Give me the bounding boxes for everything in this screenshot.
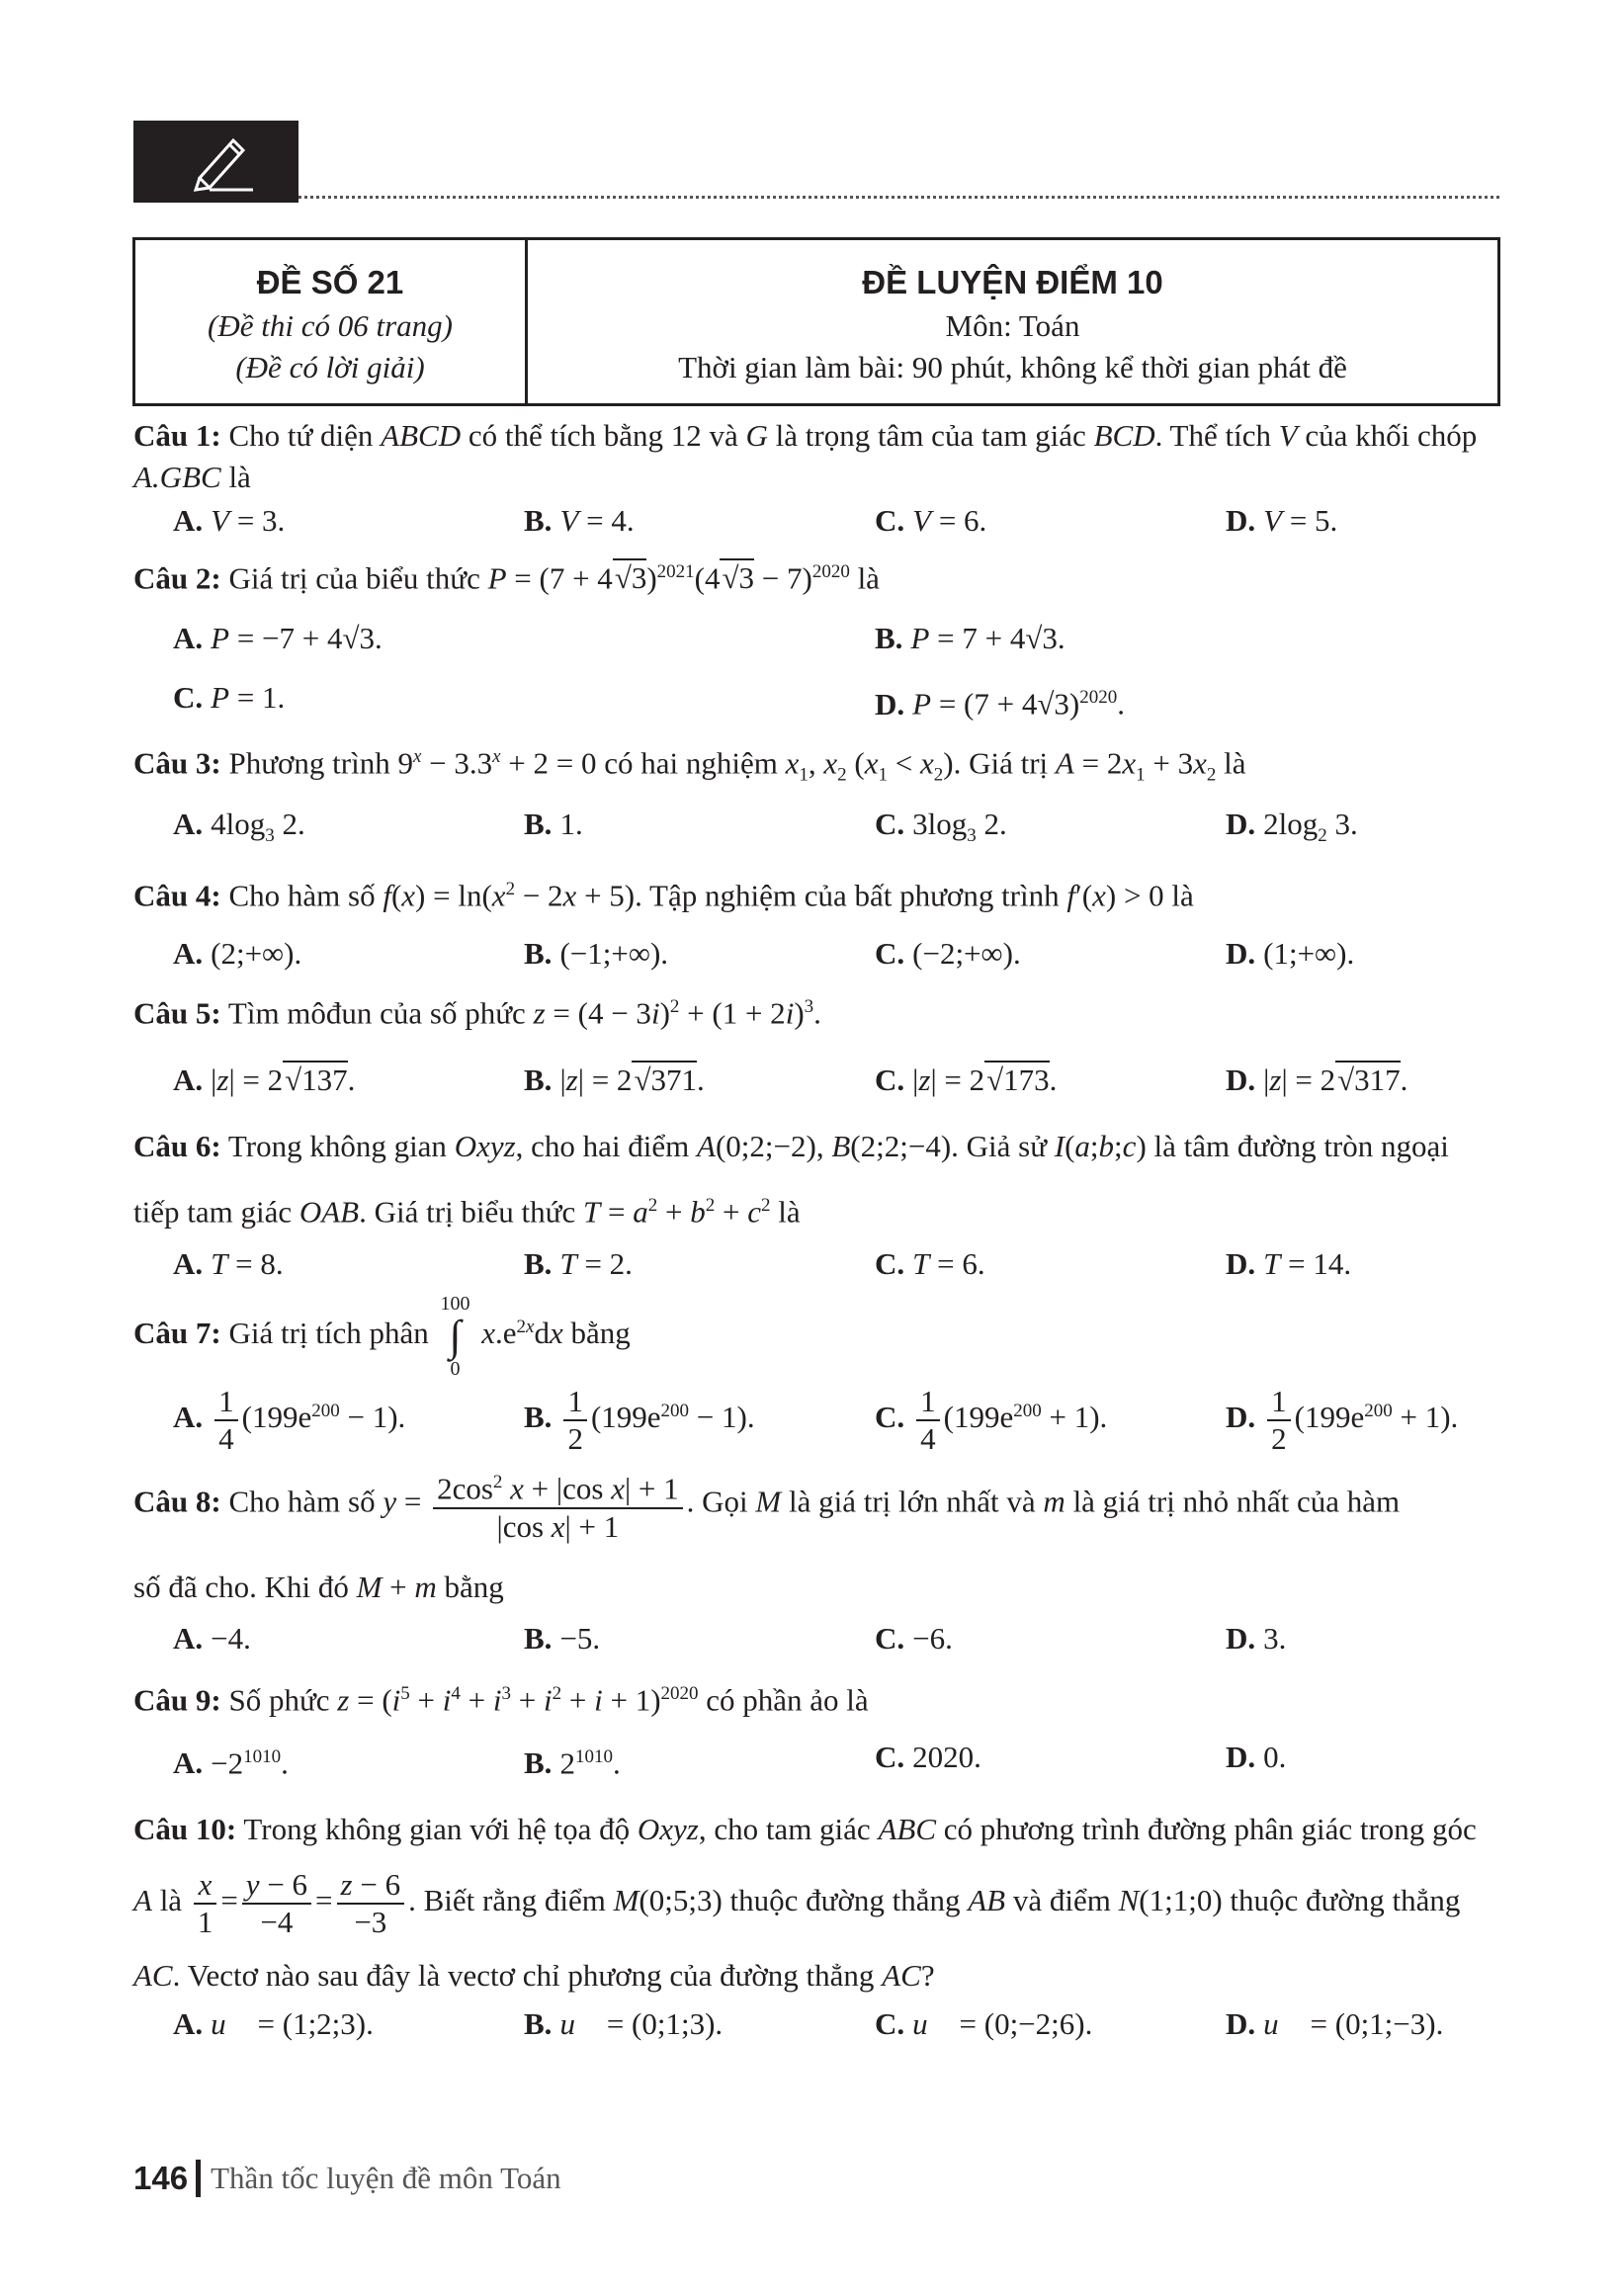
option-b[interactable]: B. $\frac{1}{2}$ $(199e^{200} - 1)$. (524, 1384, 755, 1457)
option-d[interactable]: D. V = 5. (1226, 503, 1338, 538)
footer-divider (196, 2160, 201, 2197)
options (133, 1384, 1497, 1457)
exam-header (132, 237, 1500, 406)
exam-id-cell (135, 240, 528, 403)
option-b[interactable]: B. 1. (524, 807, 583, 842)
question-6 (133, 1117, 1497, 1287)
question-7 (133, 1293, 1497, 1457)
question-text: Câu 7: Giá trị tích phân 100 ∫ 0 $x.e^{2x}dx$ bằng (133, 1293, 631, 1381)
exam-title: ĐỀ LUYỆN ĐIỂM 10 (862, 264, 1163, 300)
option-b[interactable]: B. (−1;+∞). (524, 935, 669, 971)
page-footer (133, 2160, 561, 2197)
options (133, 802, 1497, 859)
option-d[interactable]: D. 0. (1226, 1740, 1287, 1774)
option-d[interactable]: D. |z| = 2√317. (1226, 1063, 1408, 1098)
question-10 (133, 1794, 1497, 2047)
option-b[interactable]: B. P = 7 + 4√3. (875, 621, 1065, 656)
question-list (133, 415, 1497, 2047)
pages-note: (Đề thi có 06 trang) (208, 308, 453, 343)
page-number: 146 (133, 2160, 189, 2196)
question-text: Câu 8: Cho hàm số y = $\frac{2\cos^2 x + |\cos x| + 1}{\text{|cos x| + 1}}$ . Gọi M là giá trị lớn nhất và m là giá trị nhỏ nhất của hàm số đã cho. Khi đó M + m bằng (133, 1465, 1497, 1615)
question-text: Câu 4: Cho hàm số $f(x) = \ln(x^2 - 2x + 5)$. Tập nghiệm của bất phương trình f′(x) > 0 là (133, 878, 1194, 913)
option-c[interactable]: C. u⃗ = (0;−2;6). (875, 2006, 1093, 2042)
option-d[interactable]: D. $P = (7 + 4√3)^{2020}$. (875, 686, 1125, 722)
option-a[interactable]: A. (2;+∞). (173, 935, 302, 971)
option-a[interactable]: A. V = 3. (173, 503, 286, 538)
option-c[interactable]: C. $\frac{1}{4}$ $(199e^{200} + 1)$. (875, 1384, 1108, 1457)
option-b[interactable]: B. T = 2. (524, 1246, 633, 1282)
option-c[interactable]: C. V = 6. (875, 503, 987, 538)
question-8 (133, 1465, 1497, 1660)
question-text: Câu 2: Giá trị của biểu thức $P = (7 + 4√3)^{2021}(4√3 - 7)^{2020}$ là (133, 560, 880, 596)
option-c[interactable]: C. (−2;+∞). (875, 935, 1021, 971)
option-b[interactable]: B. −5. (524, 1620, 601, 1656)
option-c[interactable]: C. −6. (875, 1620, 953, 1656)
exam-title-cell (528, 240, 1497, 403)
option-b[interactable]: B. |z| = 2√371. (524, 1063, 705, 1098)
options (133, 609, 1497, 733)
options (133, 1735, 1497, 1786)
question-3 (133, 736, 1497, 860)
dotted-rule (298, 196, 1499, 199)
option-d[interactable]: D. T = 14. (1226, 1246, 1352, 1282)
option-d[interactable]: D. u⃗ = (0;1;−3). (1226, 2006, 1444, 2042)
exam-number: ĐỀ SỐ 21 (256, 264, 404, 300)
option-c[interactable]: C. P = 1. (173, 680, 286, 716)
options (133, 498, 1497, 544)
option-a[interactable]: A. $4\log_3$ 2. (173, 807, 305, 847)
option-d[interactable]: D. (1;+∞). (1226, 935, 1355, 971)
question-text: Câu 3: Phương trình $9^x - 3.3^x + 2 = 0$ có hai nghiệm $x_1$, $x_2$ $(x_1 < x_2)$. Giá trị $A = 2x_1 + 3x_2$ là (133, 744, 1246, 786)
question-2 (133, 552, 1497, 734)
option-a[interactable]: A. $-2^{1010}$. (173, 1745, 289, 1781)
integral-sign: 100 ∫ 0 (440, 1293, 470, 1381)
book-title: Thần tốc luyện đề môn Toán (211, 2161, 561, 2195)
question-text: Câu 5: Tìm môđun của số phức $z = (4 - 3i)^2 + (1 + 2i)^3$. (133, 995, 821, 1031)
solution-note: (Đề có lời giải) (235, 350, 425, 384)
question-4 (133, 869, 1497, 976)
option-c[interactable]: C. $3\log_3$ 2. (875, 807, 1007, 847)
options (133, 1241, 1497, 1287)
options (133, 1058, 1497, 1103)
pencil-corner-block (133, 121, 298, 203)
options (133, 1616, 1497, 1661)
question-text: Câu 1: Cho tứ diện ABCD có thể tích bằng 12 và G là trọng tâm của tam giác BCD. Thể tích V của khối chóp A.GBC là (133, 418, 1478, 494)
option-a[interactable]: A. −4. (173, 1620, 251, 1656)
option-d[interactable]: D. $\frac{1}{2}$ $(199e^{200} + 1)$. (1226, 1384, 1459, 1457)
question-9 (133, 1673, 1497, 1787)
question-5 (133, 986, 1497, 1103)
option-a[interactable]: A. |z| = 2√137. (173, 1063, 356, 1098)
option-d[interactable]: D. $2\log_2$ 3. (1226, 807, 1358, 847)
option-b[interactable]: B. $2^{1010}$. (524, 1745, 621, 1781)
option-a[interactable]: A. T = 8. (173, 1246, 284, 1282)
option-b[interactable]: B. V = 4. (524, 503, 635, 538)
option-c[interactable]: C. 2020. (875, 1740, 981, 1774)
pencil-icon (188, 132, 257, 192)
options (133, 931, 1497, 977)
subject: Môn: Toán (945, 308, 1080, 343)
question-text: Câu 9: Số phức $z = (i^5 + i^4 + i^3 + i^2 + i + 1)^{2020}$ có phần ảo là (133, 1682, 869, 1717)
option-c[interactable]: C. |z| = 2√173. (875, 1063, 1058, 1098)
option-b[interactable]: B. u⃗ = (0;1;3). (524, 2006, 724, 2042)
time-note: Thời gian làm bài: 90 phút, không kể thời gian phát đề (678, 350, 1347, 384)
option-d[interactable]: D. 3. (1226, 1620, 1287, 1656)
question-text: Câu 10: Trong không gian với hệ tọa độ Oxyz, cho tam giác ABC có phương trình đường phân giác trong góc A là $\frac{x}{1}$ = $\frac{y - 6}{-4}$ = $\frac{z - 6}{-3}$ . Biết rằng điểm M(0;5;3) thuộc đường thẳng AB và điểm N(1;1;0) thuộc đường thẳng AC. Vectơ nào sau đây là vectơ chỉ phương của đường thẳng AC? (133, 1812, 1477, 1994)
question-1 (133, 415, 1497, 544)
option-a[interactable]: A. P = −7 + 4√3. (173, 621, 383, 656)
option-a[interactable]: A. u⃗ = (1;2;3). (173, 2006, 374, 2042)
option-a[interactable]: A. $\frac{1}{4}$ $(199e^{200} - 1)$. (173, 1384, 406, 1457)
option-c[interactable]: C. T = 6. (875, 1246, 985, 1282)
question-text: Câu 6: Trong không gian Oxyz, cho hai điểm A(0;2;−2), B(2;2;−4). Giả sử I(a;b;c) là tâm đường tròn ngoại tiếp tam giác OAB. Giá trị biểu thức $T = a^2 + b^2 + c^2$ là (133, 1129, 1449, 1230)
options (133, 2001, 1497, 2047)
